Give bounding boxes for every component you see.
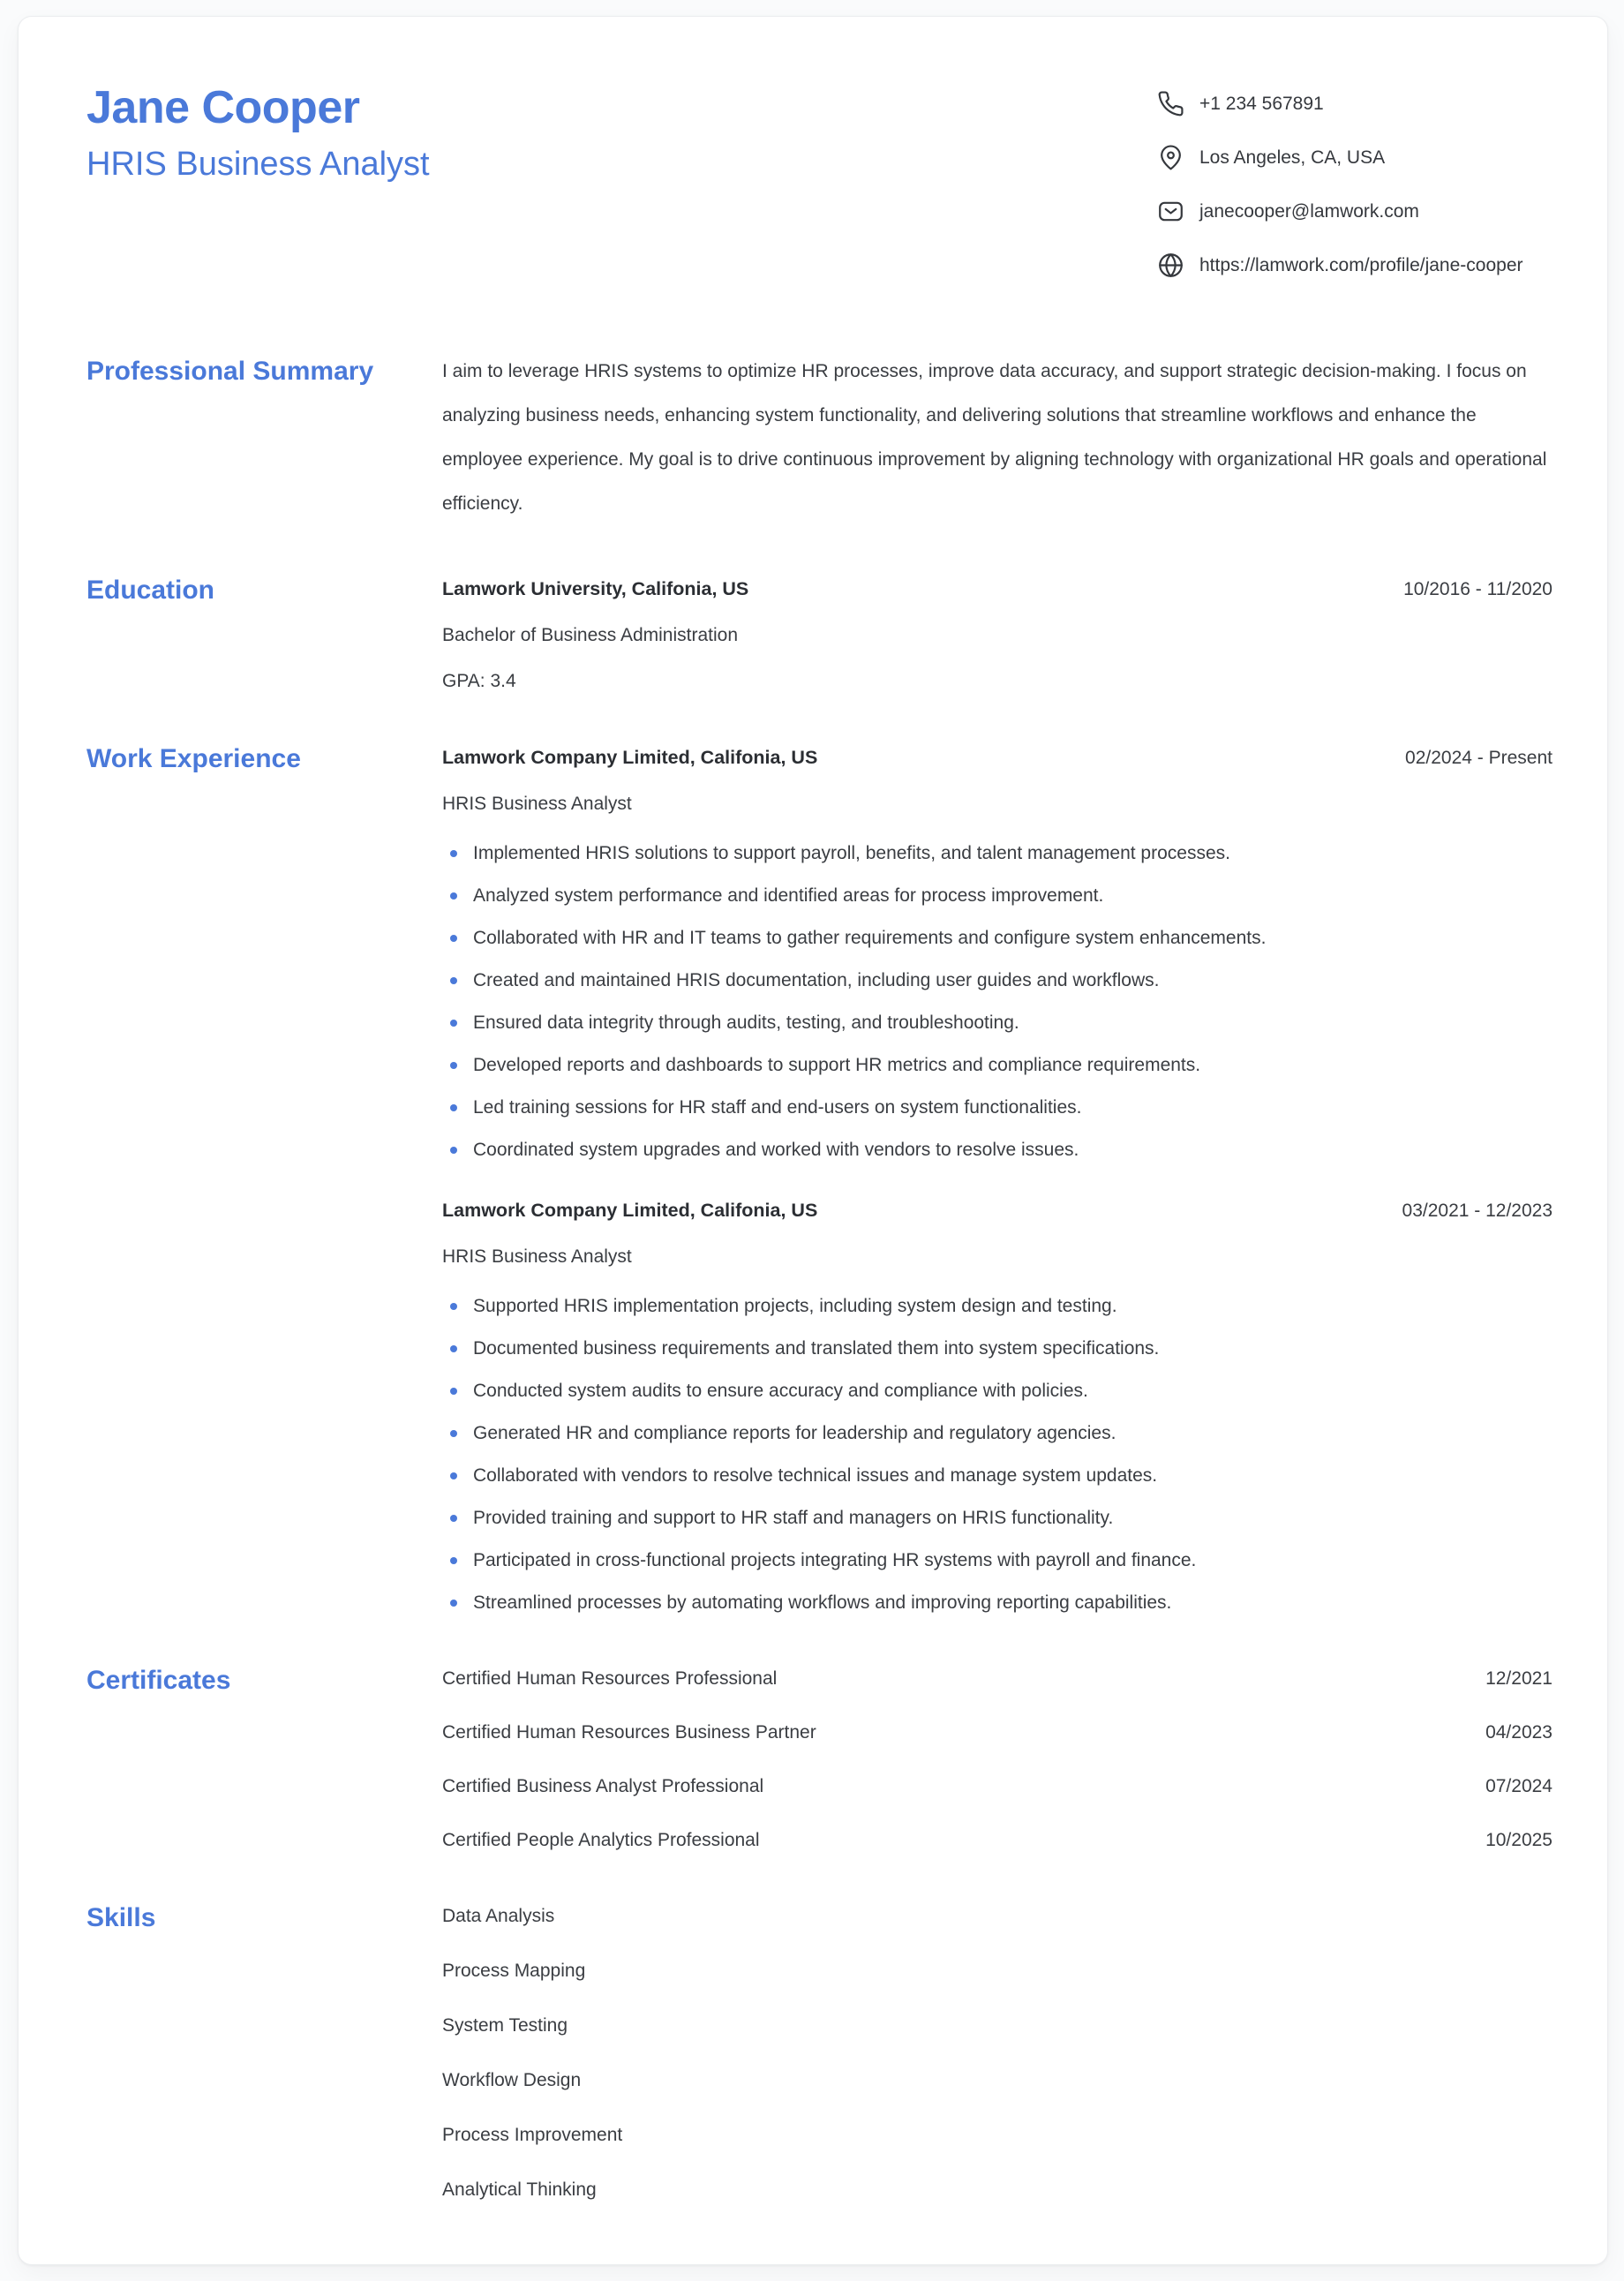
work-bullet: Collaborated with vendors to resolve technical issues and manage system updates.	[442, 1463, 1553, 1489]
website-icon	[1157, 252, 1184, 279]
phone-icon	[1157, 90, 1184, 117]
certificate-name: Certified Human Resources Business Partner	[442, 1722, 816, 1743]
skill-item: Process Mapping	[442, 1961, 586, 1981]
work-bullet: Led training sessions for HR staff and end-users on system functionalities.	[442, 1095, 1553, 1121]
work-bullet: Conducted system audits to ensure accuracy and compliance with policies.	[442, 1378, 1553, 1404]
resume-header	[86, 83, 1554, 279]
certificate-row	[442, 1827, 1553, 1854]
work-dates: 02/2024 - Present	[1405, 748, 1553, 768]
work-bullet: Streamlined processes by automating workflows and improving reporting capabilities.	[442, 1590, 1553, 1616]
work-bullet: Created and maintained HRIS documentation, including user guides and workflows.	[442, 967, 1553, 994]
skill-item: Analytical Thinking	[442, 2179, 597, 2200]
candidate-job-title: HRIS Business Analyst	[86, 146, 430, 184]
section-education	[86, 576, 1554, 695]
work-bullet: Generated HR and compliance reports for leadership and regulatory agencies.	[442, 1420, 1553, 1447]
work-entry	[442, 744, 1553, 1163]
skills-list	[442, 1903, 1553, 2203]
identity-block	[86, 83, 430, 184]
certificate-date: 12/2021	[1485, 1668, 1553, 1689]
skill-item: System Testing	[442, 2015, 568, 2036]
contact-location	[1157, 144, 1554, 171]
skill-item: Workflow Design	[442, 2070, 582, 2090]
education-school: Lamwork University, Califonia, US	[442, 578, 749, 599]
work-company: Lamwork Company Limited, Califonia, US	[442, 747, 818, 768]
summary-text: I aim to leverage HRIS systems to optimize HR processes, improve data accuracy, and support strategic decision-making. I focus on analyzing business needs, enhancing system functionality, and delivering solutions that streamline workflows and enhance the employee experience. My goal is to drive continuous improvement by aligning technology with organizational HR goals and operational efficiency.	[442, 361, 1547, 514]
contact-website-value[interactable]: https://lamwork.com/profile/jane-cooper	[1199, 254, 1523, 275]
education-gpa: GPA: 3.4	[442, 671, 516, 691]
certificate-row	[442, 1666, 1553, 1692]
work-bullet: Ensured data integrity through audits, testing, and troubleshooting.	[442, 1010, 1553, 1036]
education-dates: 10/2016 - 11/2020	[1403, 579, 1553, 599]
work-bullet-list	[442, 840, 1553, 1163]
section-skills	[86, 1903, 1554, 2203]
certificate-name: Certified Human Resources Professional	[442, 1668, 778, 1689]
contact-block	[1157, 90, 1554, 279]
resume-page	[18, 16, 1608, 2265]
work-bullet: Coordinated system upgrades and worked with vendors to resolve issues.	[442, 1137, 1553, 1163]
email-icon	[1157, 198, 1184, 225]
work-bullet: Documented business requirements and translated them into system specifications.	[442, 1336, 1553, 1362]
work-entry	[442, 1197, 1553, 1616]
certificates-heading: Certificates	[86, 1666, 231, 1695]
certificate-date: 07/2024	[1485, 1776, 1553, 1796]
section-work-experience	[86, 744, 1554, 1616]
certificate-date: 04/2023	[1485, 1722, 1553, 1743]
contact-website[interactable]	[1157, 252, 1554, 279]
certificate-date: 10/2025	[1485, 1830, 1553, 1850]
certificate-row	[442, 1720, 1553, 1746]
skill-item: Data Analysis	[442, 1906, 555, 1926]
work-role: HRIS Business Analyst	[442, 1246, 632, 1267]
candidate-name: Jane Cooper	[86, 82, 360, 133]
contact-email[interactable]	[1157, 198, 1554, 225]
work-bullet: Provided training and support to HR staff and managers on HRIS functionality.	[442, 1505, 1553, 1532]
skills-heading: Skills	[86, 1903, 156, 1932]
work-company: Lamwork Company Limited, Califonia, US	[442, 1200, 818, 1221]
contact-phone	[1157, 90, 1554, 117]
work-heading: Work Experience	[86, 744, 301, 773]
contact-email-value[interactable]: janecooper@lamwork.com	[1199, 200, 1419, 222]
skill-item: Process Improvement	[442, 2125, 623, 2145]
work-bullet: Collaborated with HR and IT teams to gather requirements and configure system enhancements.	[442, 925, 1553, 952]
education-heading: Education	[86, 576, 215, 605]
work-bullet: Analyzed system performance and identified areas for process improvement.	[442, 883, 1553, 909]
work-bullet: Participated in cross-functional projects integrating HR systems with payroll and finance.	[442, 1547, 1553, 1574]
contact-phone-value: +1 234 567891	[1199, 93, 1324, 114]
certificate-name: Certified Business Analyst Professional	[442, 1776, 764, 1796]
work-bullet: Supported HRIS implementation projects, including system design and testing.	[442, 1293, 1553, 1320]
location-icon	[1157, 144, 1184, 171]
contact-location-value: Los Angeles, CA, USA	[1199, 147, 1386, 168]
section-certificates	[86, 1666, 1554, 1854]
certificate-row	[442, 1773, 1553, 1800]
education-entry	[442, 576, 1553, 695]
work-role: HRIS Business Analyst	[442, 794, 632, 814]
work-bullet: Implemented HRIS solutions to support payroll, benefits, and talent management processes.	[442, 840, 1553, 867]
section-professional-summary	[86, 357, 1554, 526]
summary-heading: Professional Summary	[86, 357, 374, 386]
work-bullet-list	[442, 1293, 1553, 1616]
work-dates: 03/2021 - 12/2023	[1402, 1201, 1553, 1221]
work-bullet: Developed reports and dashboards to support HR metrics and compliance requirements.	[442, 1052, 1553, 1079]
education-degree: Bachelor of Business Administration	[442, 625, 739, 645]
certificate-name: Certified People Analytics Professional	[442, 1830, 760, 1850]
